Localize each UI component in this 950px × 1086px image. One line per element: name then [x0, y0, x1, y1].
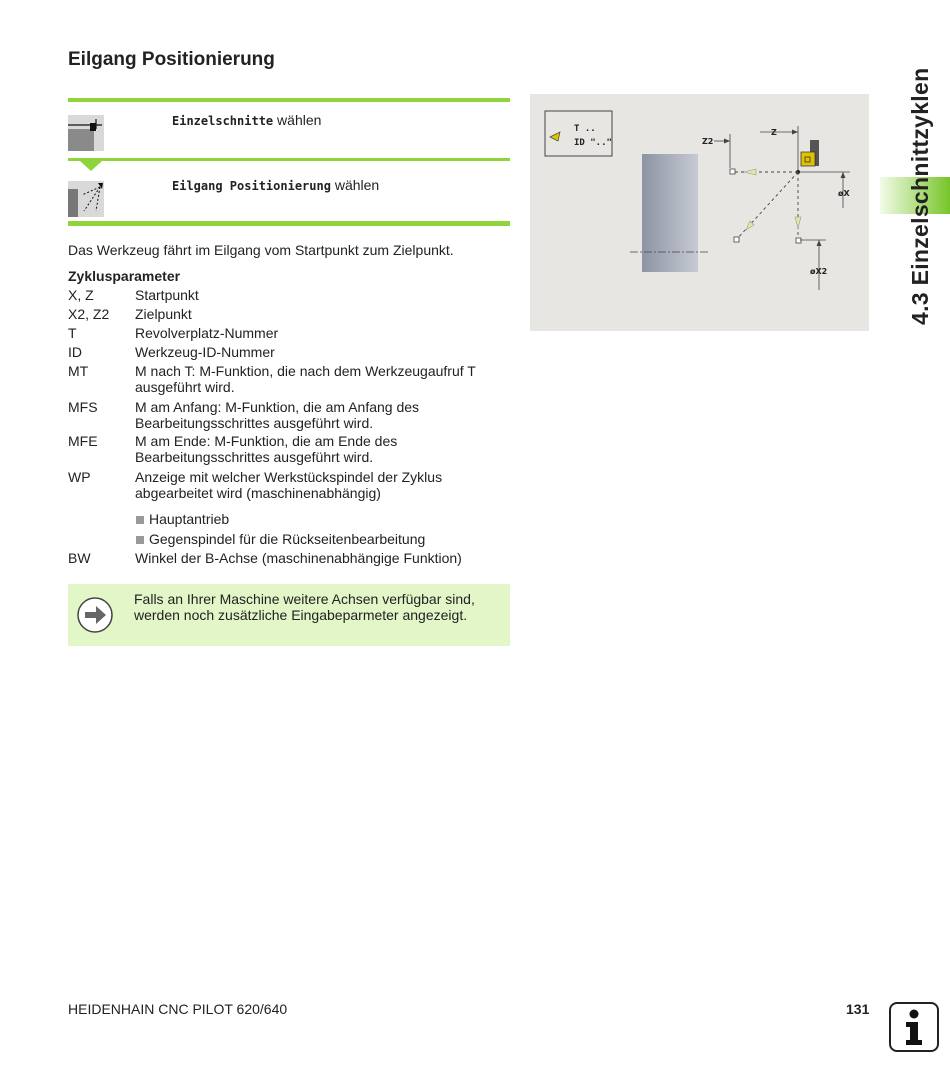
- footer-product: HEIDENHAIN CNC PILOT 620/640: [68, 1001, 288, 1017]
- box-line-1: T ..: [574, 124, 596, 134]
- param-key: X, Z: [68, 287, 94, 303]
- tool-insert: [801, 152, 815, 166]
- param-key: MFE: [68, 433, 98, 449]
- param-value: Anzeige mit welcher Werkstückspindel der Zyklus abgearbeitet wird (maschinenabhängig): [135, 469, 443, 501]
- step-divider-bottom: [68, 221, 510, 226]
- info-icon[interactable]: [889, 1002, 939, 1052]
- label-x2: øX2: [810, 267, 828, 276]
- param-value: M am Anfang: M-Funktion, die am Anfang des Bearbeitungsschrittes ausgeführt wird.: [135, 399, 420, 431]
- arrow-down-icon: [80, 161, 102, 171]
- param-key: X2, Z2: [68, 306, 110, 322]
- wp-option-label: Hauptantrieb: [149, 511, 230, 527]
- bullet-square: [136, 536, 144, 544]
- param-value: Startpunkt: [135, 287, 199, 303]
- param-key: T: [68, 325, 77, 341]
- label-z: Z: [771, 128, 777, 137]
- step-1-label: wählen: [273, 112, 322, 128]
- param-value: Revolverplatz-Nummer: [135, 325, 279, 341]
- step-1-code: Einzelschnitte: [172, 114, 274, 128]
- label-z2: Z2: [702, 137, 714, 146]
- target-point: [730, 169, 735, 174]
- page-number: 131: [846, 1001, 870, 1017]
- page-title: Eilgang Positionierung: [68, 49, 275, 70]
- cycle-figure: [530, 94, 869, 331]
- param-value: Zielpunkt: [135, 306, 192, 322]
- step-divider-middle: [68, 158, 510, 161]
- chapter-side-title: 4.3 Einzelschnittzyklen: [907, 67, 933, 325]
- step-2-text: [172, 177, 379, 193]
- wp-option: [136, 531, 425, 547]
- rapid-position-icon: [68, 181, 104, 217]
- label-x: øX: [838, 189, 850, 198]
- param-key: ID: [68, 344, 82, 360]
- note-text: Falls an Ihrer Maschine weitere Achsen verfügbar sind, werden noch zusätzliche Eingabeparmeter angezeigt.: [134, 591, 475, 623]
- bullet-square: [136, 516, 144, 524]
- param-key: MFS: [68, 399, 98, 415]
- cut-step-icon: [68, 115, 104, 151]
- param-value: M am Ende: M-Funktion, die am Ende des Bearbeitungsschrittes ausgeführt wird.: [135, 433, 398, 465]
- rapid-positioning-diagram: [530, 94, 869, 331]
- param-key: MT: [68, 363, 89, 379]
- intro-text: Das Werkzeug fährt im Eilgang vom Startpunkt zum Zielpunkt.: [68, 242, 454, 258]
- step-divider-top: [68, 98, 510, 102]
- param-value: M nach T: M-Funktion, die nach dem Werkzeugaufruf T ausgeführt wird.: [135, 363, 476, 395]
- step-2-code: Eilgang Positionierung: [172, 179, 331, 193]
- arrow-right-icon: [77, 597, 113, 633]
- step-2-label: wählen: [330, 177, 380, 193]
- box-line-2: ID "..": [574, 138, 612, 148]
- param-value: Werkzeug-ID-Nummer: [135, 344, 275, 360]
- workpiece: [642, 154, 698, 272]
- tool-mini-icon: [550, 132, 560, 141]
- wp-option-label: Gegenspindel für die Rückseitenbearbeitung: [149, 531, 426, 547]
- wp-option: [136, 511, 229, 527]
- param-key: WP: [68, 469, 91, 485]
- params-heading: Zyklusparameter: [68, 268, 181, 284]
- step-1-text: [172, 112, 321, 128]
- param-value: Winkel der B-Achse (maschinenabhängige Funktion): [135, 550, 462, 566]
- param-key: BW: [68, 550, 91, 566]
- note-box: [68, 584, 510, 646]
